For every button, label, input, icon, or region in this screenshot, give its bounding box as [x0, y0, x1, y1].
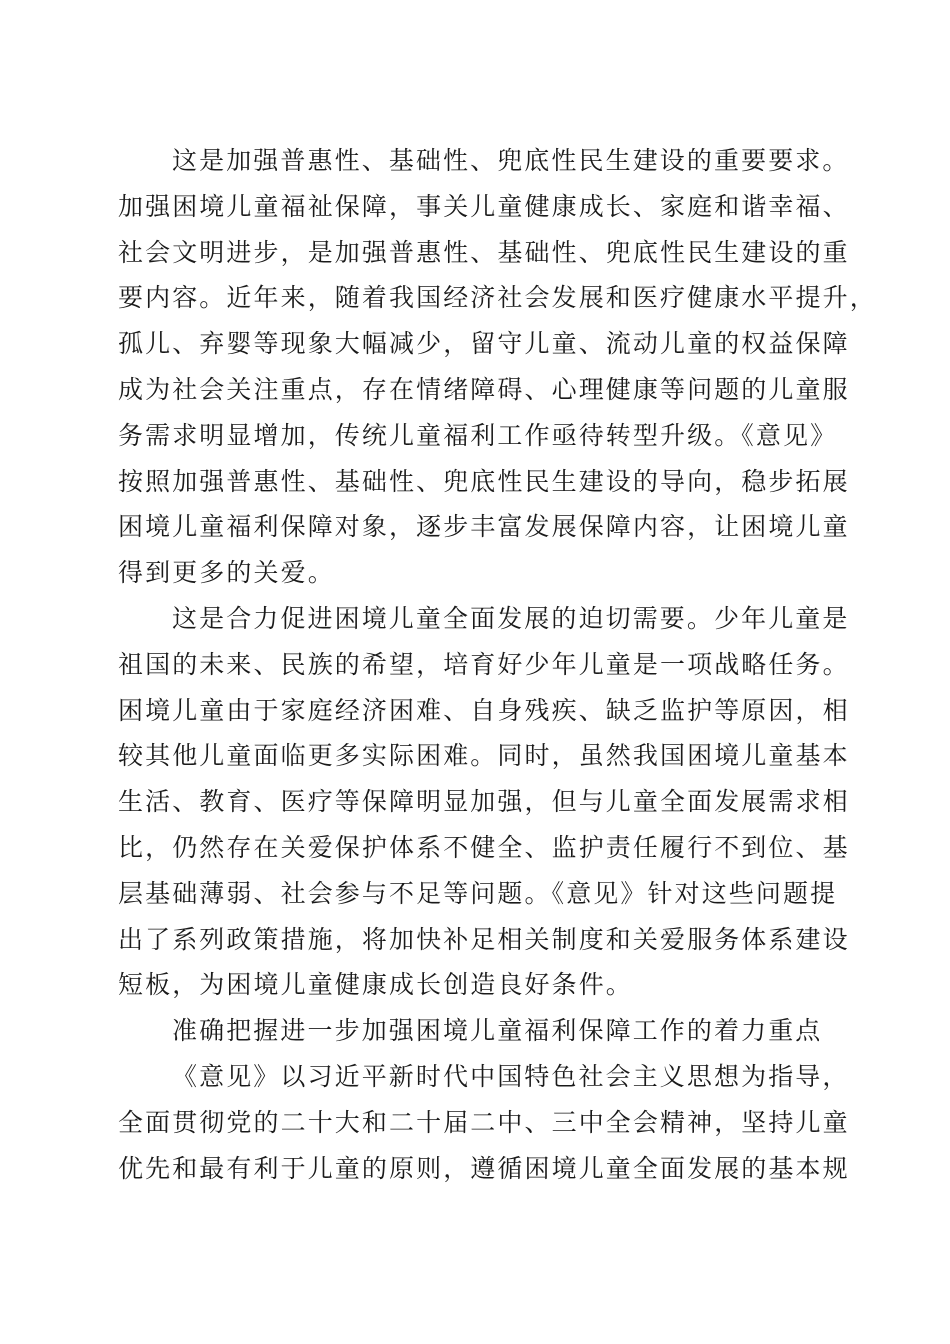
- text-line: 出了系列政策措施，将加快补足相关制度和关爱服务体系建设: [118, 924, 850, 954]
- text-line: 加强困境儿童福祉保障，事关儿童健康成长、家庭和谐幸福、: [118, 191, 850, 221]
- text-line: 困境儿童由于家庭经济困难、自身残疾、缺乏监护等原因，相: [118, 695, 850, 725]
- text-line: 祖国的未来、民族的希望，培育好少年儿童是一项战略任务。: [118, 649, 850, 679]
- document-body: [118, 138, 877, 1191]
- text-line: 全面贯彻党的二十大和二十届二中、三中全会精神，坚持儿童: [118, 1107, 850, 1137]
- text-line: 得到更多的关爱。: [118, 558, 335, 588]
- text-line: 生活、教育、医疗等保障明显加强，但与儿童全面发展需求相: [118, 787, 850, 817]
- text-line: 孤儿、弃婴等现象大幅减少，留守儿童、流动儿童的权益保障: [118, 329, 850, 359]
- text-line: 较其他儿童面临更多实际困难。同时，虽然我国困境儿童基本: [118, 741, 850, 771]
- text-line: 按照加强普惠性、基础性、兜底性民生建设的导向，稳步拓展: [118, 466, 850, 496]
- text-line: 务需求明显增加，传统儿童福利工作亟待转型升级。《意见》: [118, 420, 838, 450]
- text-line: 层基础薄弱、社会参与不足等问题。《意见》针对这些问题提: [118, 878, 838, 908]
- text-line: 成为社会关注重点，存在情绪障碍、心理健康等问题的儿童服: [118, 374, 850, 404]
- text-line: 短板，为困境儿童健康成长创造良好条件。: [118, 970, 633, 1000]
- section-heading: 准确把握进一步加强困境儿童福利保障工作的着力重点: [172, 1016, 823, 1046]
- text-line: 社会文明进步，是加强普惠性、基础性、兜底性民生建设的重: [118, 237, 850, 267]
- text-line: 这是加强普惠性、基础性、兜底性民生建设的重要要求。: [172, 146, 850, 175]
- text-line: 《意见》以习近平新时代中国特色社会主义思想为指导，: [172, 1061, 850, 1091]
- text-line: 比，仍然存在关爱保护体系不健全、监护责任履行不到位、基: [118, 832, 850, 862]
- text-line: 优先和最有利于儿童的原则，遵循困境儿童全面发展的基本规: [118, 1153, 850, 1183]
- text-line: 要内容。近年来，随着我国经济社会发展和医疗健康水平提升，: [118, 283, 877, 313]
- text-line: 困境儿童福利保障对象，逐步丰富发展保障内容，让困境儿童: [118, 512, 850, 542]
- text-line: 这是合力促进困境儿童全面发展的迫切需要。少年儿童是: [172, 603, 850, 633]
